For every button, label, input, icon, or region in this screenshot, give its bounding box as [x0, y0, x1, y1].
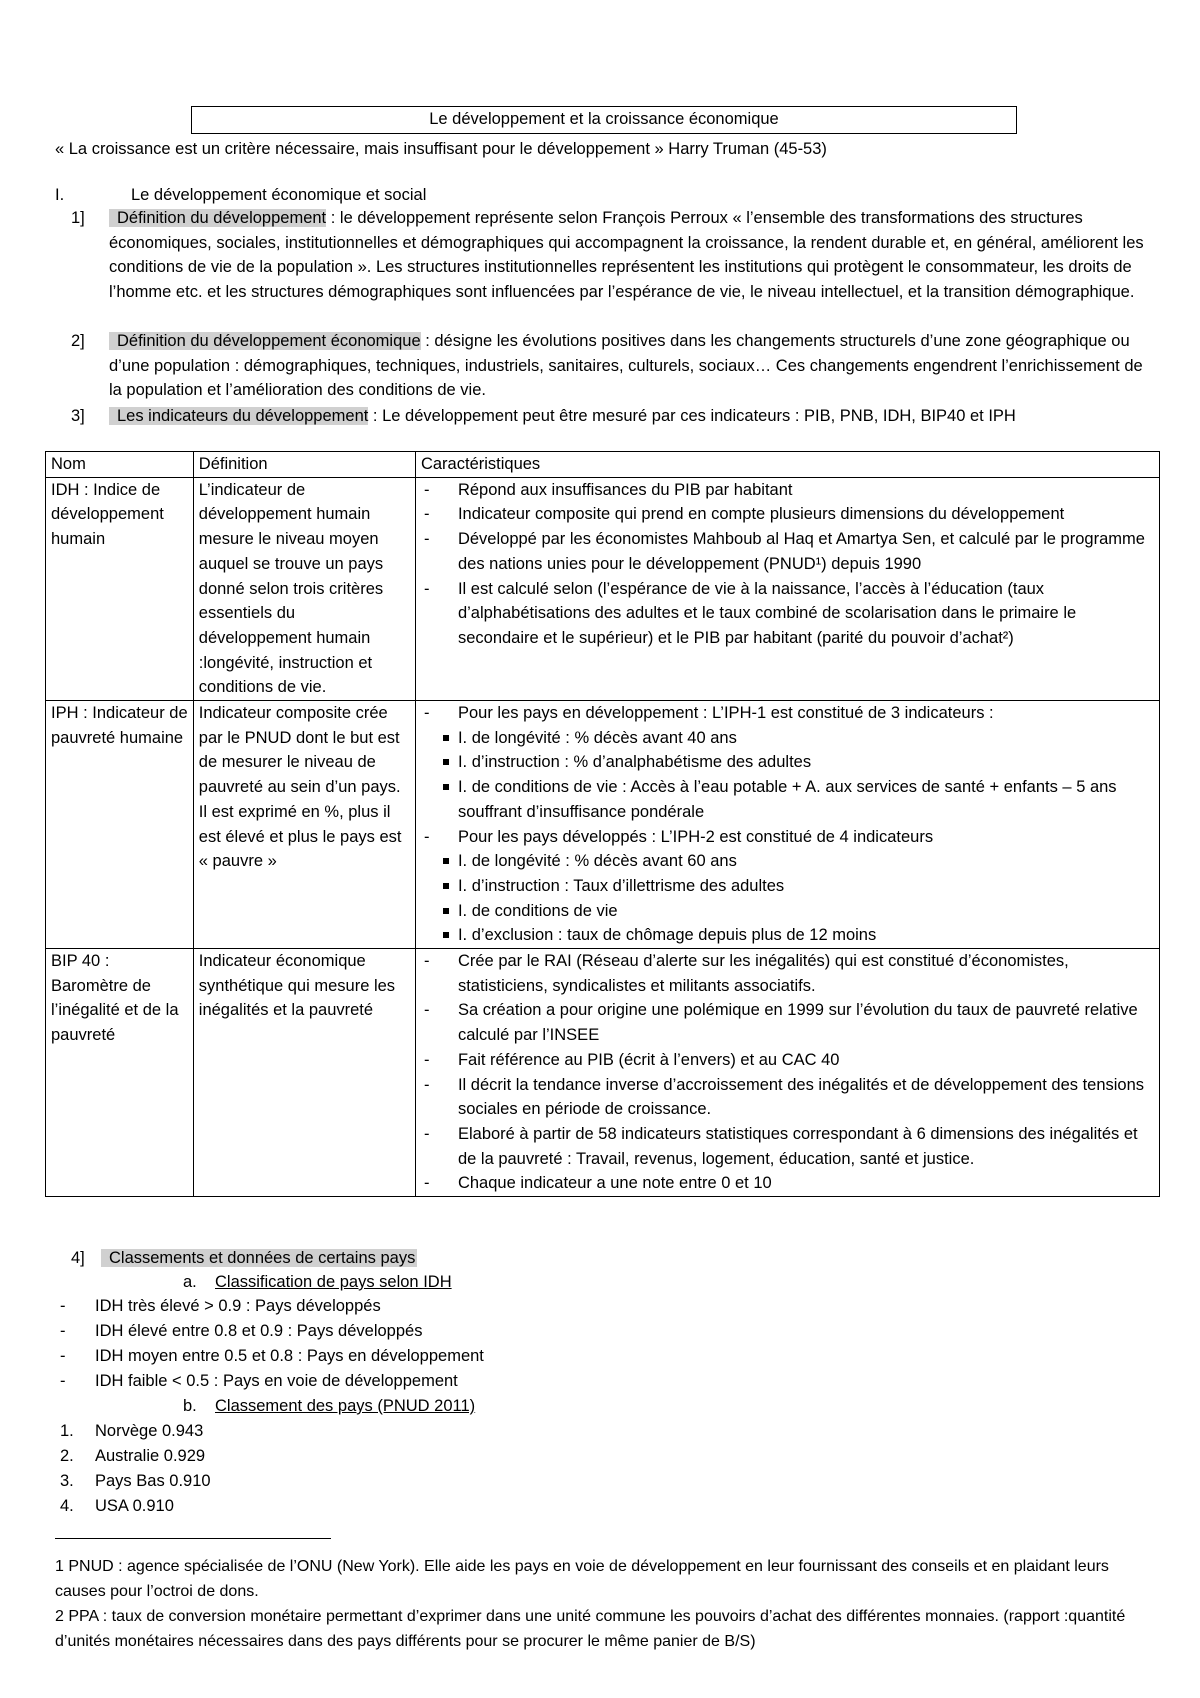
list-item: - Il est calculé selon (l’espérance de vie à la naissance, l’accès à l’éducation (taux d’alphabétisations des adultes et le taux combiné de scolarisation dans le primaire le secondaire et le supérieur) et le PIB par habitant (parité du pouvoir d’achat²): [421, 577, 1154, 651]
list-item: - Chaque indicateur a une note entre 0 et 10: [421, 1171, 1154, 1196]
square-bullet-icon: [443, 735, 449, 741]
item-2-paragraph: [109, 329, 1149, 403]
item-3-text: : Le développement peut être mesuré par ces indicateurs : PIB, PNB, IDH, BIP40 et IPH: [368, 407, 1016, 425]
list-item: [421, 750, 1154, 775]
table-header: Définition: [193, 452, 415, 478]
row-name: IDH : Indice de développement humain: [46, 477, 194, 700]
characteristics-list: [421, 949, 1154, 1196]
dash-bullet: -: [60, 1297, 66, 1315]
square-bullet-icon: [443, 883, 449, 889]
ranking-text: Norvège 0.943: [95, 1422, 204, 1440]
dash-bullet: -: [60, 1347, 66, 1365]
item-1-highlight: Définition du développement: [109, 209, 326, 227]
list-item: [421, 775, 1154, 824]
ranking-text: Australie 0.929: [95, 1447, 206, 1465]
list-item: [421, 923, 1154, 948]
list-item: - Pour les pays développés : L’IPH-2 est constitué de 4 indicateurs: [421, 825, 1154, 850]
list-item-text: I. de conditions de vie: [457, 901, 618, 920]
item-1-text: : le développement représente selon François Perroux « l’ensemble des transformations des structures économiques, sociales, institutionnelles et démographiques qui accompagnent la croissance, la rendent durable et, en général, améliorent les conditions de vie de la population ». Les structures institutionnelles représentent les institutions qui protègent le consommateur, les droits de l’homme etc. et les structures démographiques sont influencées par l’espérance de vie, le niveau intellectuel, et la transition démographique.: [109, 209, 1144, 301]
list-item: [421, 726, 1154, 751]
quote: « La croissance est un critère nécessaire, mais insuffisant pour le développement » Harry Truman (45-53): [55, 140, 827, 158]
table-row: [46, 477, 1160, 700]
list-item: - Indicateur composite qui prend en compte plusieurs dimensions du développement: [421, 502, 1154, 527]
list-item-text: I. d’instruction : % d’analphabétisme des adultes: [457, 753, 812, 772]
list-item: [421, 899, 1154, 924]
list-item: - Répond aux insuffisances du PIB par habitant: [421, 478, 1154, 503]
item-1-paragraph: [109, 206, 1149, 304]
table-row: [46, 701, 1160, 949]
list-item: - Il décrit la tendance inverse d’accroissement des inégalités et de développement des tensions sociales en période de croissance.: [421, 1073, 1154, 1122]
item-4-paragraph: [101, 1246, 417, 1271]
row-characteristics: [415, 701, 1159, 949]
idh-class-text: IDH très élevé > 0.9 : Pays développés: [95, 1297, 381, 1315]
item-2-highlight: Définition du développement économique: [109, 332, 421, 350]
list-item: - Sa création a pour origine une polémique en 1999 sur l’évolution du taux de pauvreté relative calculé par l’INSEE: [421, 998, 1154, 1047]
idh-class-text: IDH faible < 0.5 : Pays en voie de développement: [95, 1372, 458, 1390]
list-item: - Pour les pays en développement : L’IPH-1 est constitué de 3 indicateurs :: [421, 701, 1154, 726]
characteristics-list: [421, 825, 1154, 850]
sub-list: [421, 726, 1154, 825]
ranking-text: USA 0.910: [95, 1497, 174, 1515]
square-bullet-icon: [443, 858, 449, 864]
table-header: Nom: [46, 452, 194, 478]
list-item: - Elaboré à partir de 58 indicateurs statistiques correspondant à 6 dimensions des inégalités et de la pauvreté : Travail, revenus, logement, éducation, santé et justice.: [421, 1122, 1154, 1171]
item-2-number: 2]: [71, 332, 85, 350]
ranking-number: 1.: [60, 1422, 74, 1440]
list-item: - Fait référence au PIB (écrit à l’envers) et au CAC 40: [421, 1048, 1154, 1073]
dash-bullet: -: [60, 1372, 66, 1390]
characteristics-list: [421, 701, 1154, 726]
list-item-text: I. de conditions de vie : Accès à l’eau potable + A. aux services de santé + enfants – 5 ans souffrant d’insuffisance pondérale: [457, 778, 1117, 821]
characteristics-list: [421, 478, 1154, 651]
item-4-number: 4]: [71, 1249, 85, 1267]
row-characteristics: [415, 477, 1159, 700]
list-item: - Développé par les économistes Mahboub al Haq et Amartya Sen, et calculé par le programme des nations unies pour le développement (PNUD¹) depuis 1990: [421, 527, 1154, 576]
list-item-text: I. de longévité : % décès avant 60 ans: [457, 852, 737, 871]
row-name: IPH : Indicateur de pauvreté humaine: [46, 701, 194, 949]
item-2-text: : désigne les évolutions positives dans les changements structurels d’une zone géographique ou d’une population : démographiques, techniques, industriels, sanitaires, culturels, sociaux… Ces changements engendrent l’enrichissement de la population et l’amélioration des conditions de vie.: [109, 332, 1143, 399]
table-header-row: [46, 452, 1160, 478]
square-bullet-icon: [443, 932, 449, 938]
indicators-table: [45, 451, 1160, 1197]
item-4-highlight: Classements et données de certains pays: [101, 1249, 417, 1267]
sub-b-letter: b.: [183, 1397, 197, 1415]
footnote-2: 2 PPA : taux de conversion monétaire permettant d’exprimer dans une unité commune les pouvoirs d’achat des différentes monnaies. (rapport :quantité d’unités monétaires nécessaires dans des pays différents pour se procurer le même panier de B/S): [55, 1608, 1126, 1650]
list-item: [421, 849, 1154, 874]
row-definition: Indicateur composite crée par le PNUD dont le but est de mesurer le niveau de pauvreté au sein d’un pays. Il est exprimé en %, plus il est élevé et plus le pays est « pauvre »: [193, 701, 415, 949]
row-definition: Indicateur économique synthétique qui mesure les inégalités et la pauvreté: [193, 949, 415, 1197]
list-item-text: I. d’instruction : Taux d’illettrisme des adultes: [457, 876, 785, 895]
list-item: - Crée par le RAI (Réseau d’alerte sur les inégalités) qui est constitué d’économistes, statisticiens, syndicalistes et militants associatifs.: [421, 949, 1154, 998]
sub-list: [421, 849, 1154, 948]
footnote-separator: [55, 1538, 331, 1539]
idh-class-text: IDH élevé entre 0.8 et 0.9 : Pays développés: [95, 1322, 423, 1340]
row-definition: L’indicateur de développement humain mesure le niveau moyen auquel se trouve un pays donné selon trois critères essentiels du développement humain :longévité, instruction et conditions de vie.: [193, 477, 415, 700]
item-3-paragraph: [109, 404, 1149, 429]
row-characteristics: [415, 949, 1159, 1197]
item-3-highlight: Les indicateurs du développement: [109, 407, 368, 425]
table-row: [46, 949, 1160, 1197]
idh-class-text: IDH moyen entre 0.5 et 0.8 : Pays en développement: [95, 1347, 484, 1365]
section-number: I.: [55, 186, 65, 204]
sub-b-heading: Classement des pays (PNUD 2011): [215, 1397, 476, 1415]
dash-bullet: -: [60, 1322, 66, 1340]
list-item-text: I. de longévité : % décès avant 40 ans: [457, 728, 737, 747]
list-item-text: I. d’exclusion : taux de chômage depuis plus de 12 moins: [457, 926, 877, 945]
ranking-number: 4.: [60, 1497, 74, 1515]
ranking-number: 3.: [60, 1472, 74, 1490]
row-name: BIP 40 : Baromètre de l’inégalité et de la pauvreté: [46, 949, 194, 1197]
square-bullet-icon: [443, 784, 449, 790]
list-item: [421, 874, 1154, 899]
footnote-1: 1 PNUD : agence spécialisée de l’ONU (New York). Elle aide les pays en voie de développement en leur fournissant des conseils et en plaidant leurs causes pour l’octroi de dons.: [55, 1558, 1109, 1600]
ranking-text: Pays Bas 0.910: [95, 1472, 211, 1490]
sub-a-letter: a.: [183, 1273, 197, 1291]
ranking-number: 2.: [60, 1447, 74, 1465]
item-1-number: 1]: [71, 209, 85, 227]
document-title: Le développement et la croissance économique: [191, 106, 1017, 134]
sub-a-heading: Classification de pays selon IDH: [215, 1273, 452, 1291]
item-3-number: 3]: [71, 407, 85, 425]
square-bullet-icon: [443, 908, 449, 914]
square-bullet-icon: [443, 759, 449, 765]
table-header: Caractéristiques: [415, 452, 1159, 478]
section-heading: Le développement économique et social: [131, 186, 427, 204]
